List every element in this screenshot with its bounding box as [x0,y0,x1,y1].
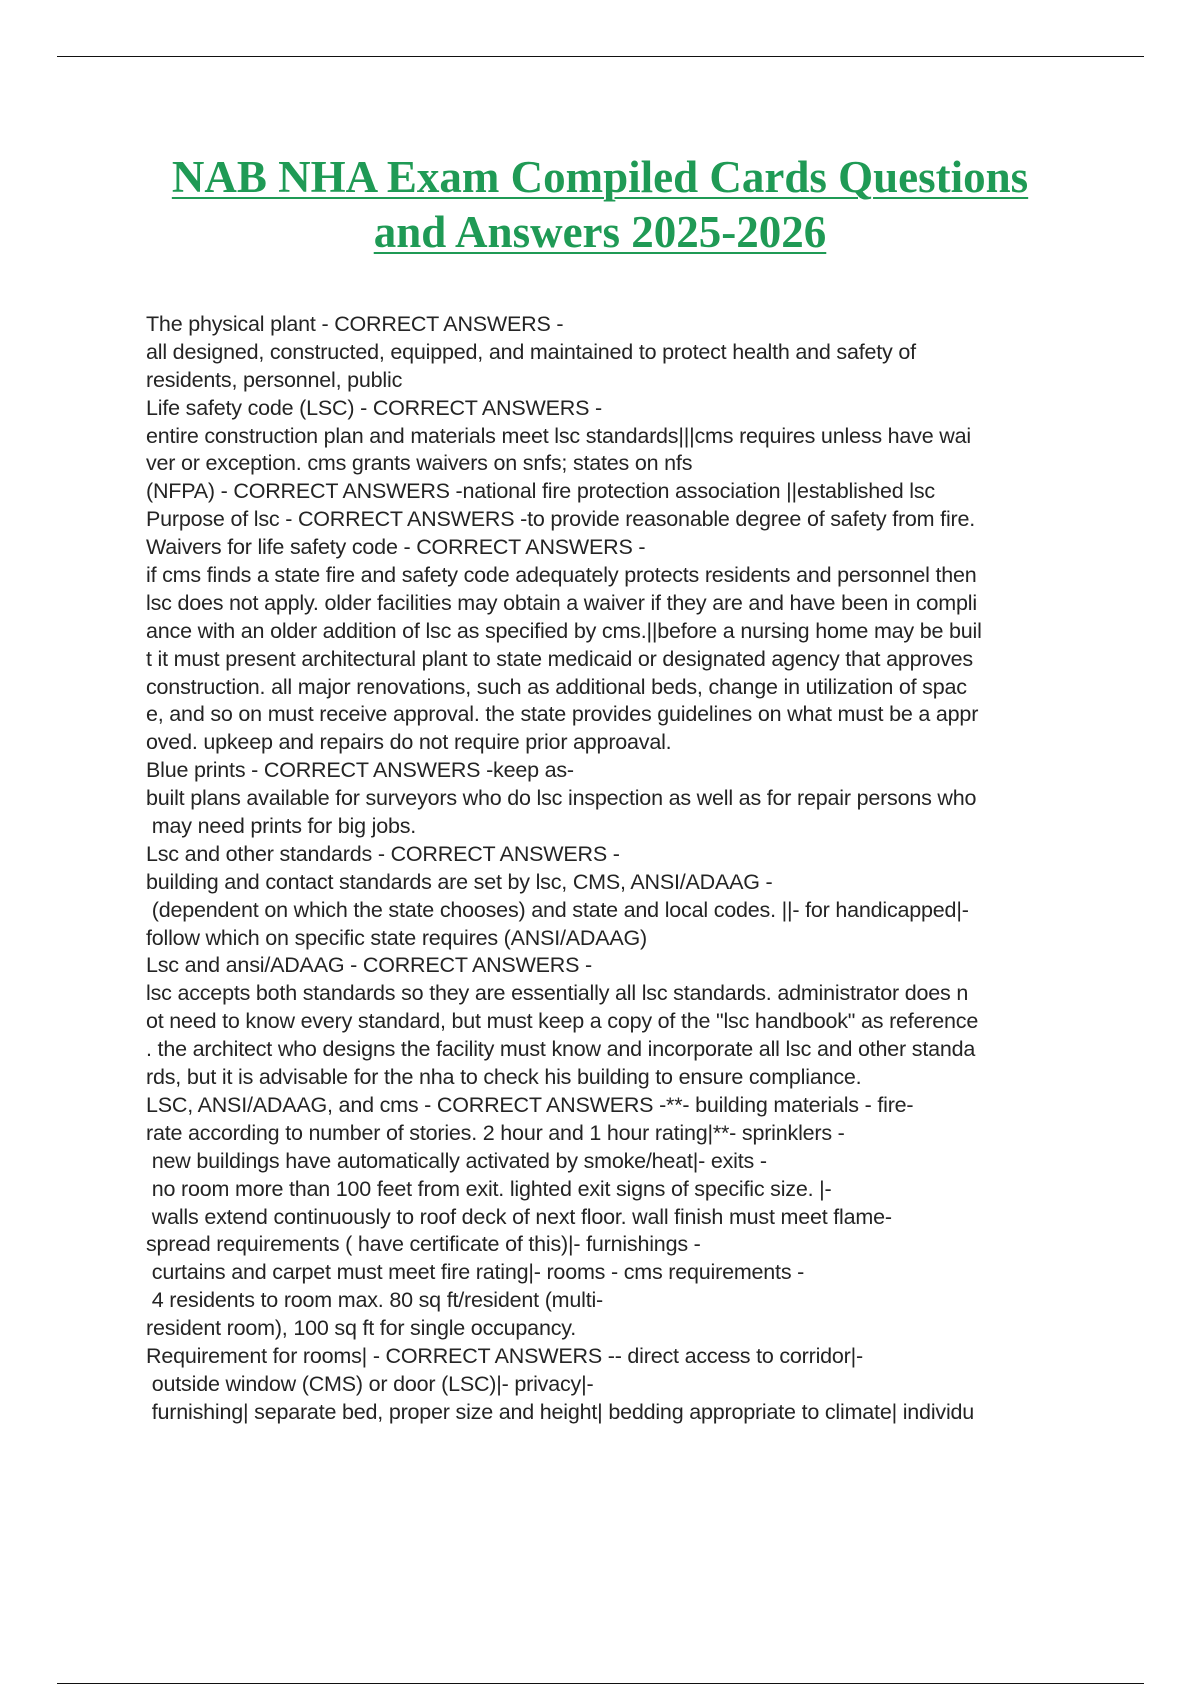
body-text-line: Life safety code (LSC) - CORRECT ANSWERS - [146,395,602,420]
body-text-line: Lsc and other standards - CORRECT ANSWERS - [146,841,620,866]
body-text-line: construction. all major renovations, such as additional beds, change in utilization of spac [146,674,967,699]
body-text-line: Requirement for rooms| - CORRECT ANSWERS -- direct access to corridor|- [146,1343,863,1368]
body-text-line: furnishing| separate bed, proper size and height| bedding appropriate to climate| individu [146,1399,975,1424]
body-text-line: e, and so on must receive approval. the state provides guidelines on what must be a appr [146,702,979,727]
body-text-line: . the architect who designs the facility must know and incorporate all lsc and other standa [146,1037,976,1062]
title-line-1: NAB NHA Exam Compiled Cards Questions [171,152,1029,202]
body-text-line: LSC, ANSI/ADAAG, and cms - CORRECT ANSWERS -**- building materials - fire- [146,1092,914,1117]
body-text-line: may need prints for big jobs. [146,814,417,839]
body-text-line: resident room), 100 sq ft for single occupancy. [146,1316,576,1341]
body-text-line: Purpose of lsc - CORRECT ANSWERS -to provide reasonable degree of safety from fire. [146,507,976,532]
body-text-line: residents, personnel, public [146,367,403,392]
body-text-line: The physical plant - CORRECT ANSWERS - [146,312,564,336]
body-text-line: curtains and carpet must meet fire rating|- rooms - cms requirements - [146,1260,805,1285]
body-text-line: new buildings have automatically activated by smoke/heat|- exits - [146,1148,767,1173]
body-text-line: outside window (CMS) or door (LSC)|- privacy|- [146,1371,594,1396]
body-text-line: no room more than 100 feet from exit. lighted exit signs of specific size. |- [146,1176,832,1201]
top-rule [57,56,1144,57]
body-text-line: follow which on specific state requires (ANSI/ADAAG) [146,925,648,950]
body-text-line: building and contact standards are set by lsc, CMS, ANSI/ADAAG - [146,869,773,894]
body-text-line: rate according to number of stories. 2 hour and 1 hour rating|**- sprinklers - [146,1120,845,1145]
body-text-line: 4 residents to room max. 80 sq ft/resident (multi- [146,1288,604,1313]
bottom-rule [57,1683,1144,1684]
body-text-line: Blue prints - CORRECT ANSWERS -keep as- [146,758,574,783]
body-text-line: lsc accepts both standards so they are essentially all lsc standards. administrator does n [146,981,969,1006]
body-text-line: Lsc and ansi/ADAAG - CORRECT ANSWERS - [146,953,593,978]
body-text-line: (NFPA) - CORRECT ANSWERS -national fire protection association ||established lsc [146,479,935,504]
body-text-line: t it must present architectural plant to state medicaid or designated agency that approves [146,646,973,671]
body-text-line: walls extend continuously to roof deck of next floor. wall finish must meet flame- [146,1204,892,1229]
body-text-line: built plans available for surveyors who do lsc inspection as well as for repair persons who [146,786,977,811]
body-text-line: entire construction plan and materials meet lsc standards|||cms requires unless have wai [146,423,971,448]
body-text-line: ance with an older addition of lsc as specified by cms.||before a nursing home may be buil [146,618,982,643]
title-line-2: and Answers 2025-2026 [373,207,827,257]
body-text-line: all designed, constructed, equipped, and maintained to protect health and safety of [146,339,916,364]
body-text-line: ot need to know every standard, but must keep a copy of the "lsc handbook" as reference [146,1009,979,1034]
body-text-line: spread requirements ( have certificate of this)|- furnishings - [146,1232,701,1257]
body-text-line: oved. upkeep and repairs do not require prior approaval. [146,730,672,755]
body-text-line: rds, but it is advisable for the nha to check his building to ensure compliance. [146,1065,862,1090]
body-text-line: (dependent on which the state chooses) and state and local codes. ||- for handicapped|- [146,897,969,922]
body-text-line: lsc does not apply. older facilities may obtain a waiver if they are and have been in compli [146,590,977,615]
document-body [146,311,1091,1427]
body-text-line: if cms finds a state fire and safety code adequately protects residents and personnel then [146,563,977,588]
body-text-line: ver or exception. cms grants waivers on snfs; states on nfs [146,451,693,476]
document-title [100,150,1100,260]
body-text-line: Waivers for life safety code - CORRECT ANSWERS - [146,535,646,560]
